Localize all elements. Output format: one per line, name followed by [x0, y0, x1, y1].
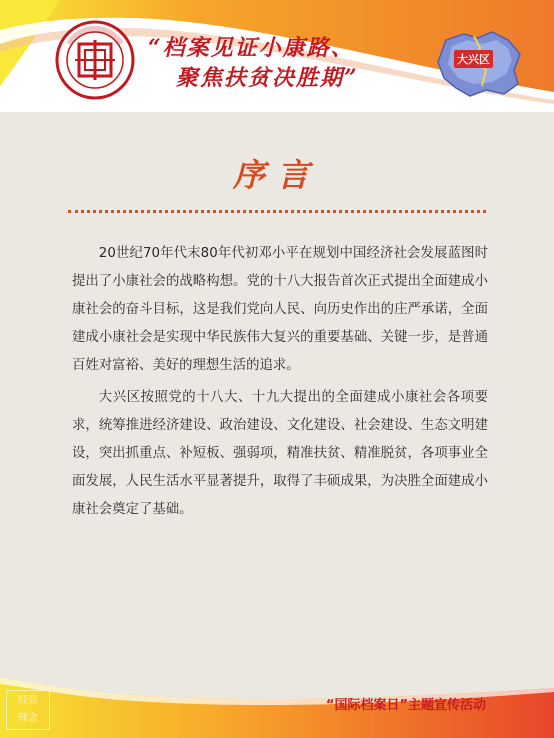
preface-body	[72, 240, 488, 528]
slogan-line-1: “档案见证小康路、	[148, 35, 355, 61]
china-archives-logo-icon	[55, 20, 135, 100]
title-divider	[68, 210, 486, 213]
map-label: 大兴区	[454, 50, 493, 68]
slogan-line-2: 聚焦扶贫决胜期”	[176, 65, 359, 91]
paragraph-2: 大兴区按照党的十八大、十九大提出的全面建成小康社会各项要求，统筹推进经济建设、政治建设、文化建设、社会建设、生态文明建设，突出抓重点、补短板、强弱项，精准扶贫、精准脱贫，各项事业全面发展，人民生活水平显著提升，取得了丰硕成果，为决胜全面建成小康社会奠定了基础。	[72, 390, 488, 517]
watermark-stamp	[6, 690, 50, 730]
header-banner	[0, 0, 554, 112]
watermark-line-2: 理念	[18, 713, 38, 724]
footer-banner	[0, 674, 554, 738]
footer-caption: “国际档案日”主题宣传活动	[325, 698, 486, 713]
paragraph-1: 20世纪70年代末80年代初邓小平在规划中国经济社会发展蓝图时提出了小康社会的战略构想。党的十八大报告首次正式提出全面建成小康社会的奋斗目标，这是我们党向人民、向历史作出的庄严承诺，全面建成小康社会是实现中华民族伟大复兴的重要基础、关键一步，是普通百姓对富裕、美好的理想生活的追求。	[72, 246, 488, 373]
page-title: 序言	[232, 156, 321, 194]
header-slogan	[148, 33, 359, 93]
watermark-line-1: 经验	[18, 695, 38, 706]
